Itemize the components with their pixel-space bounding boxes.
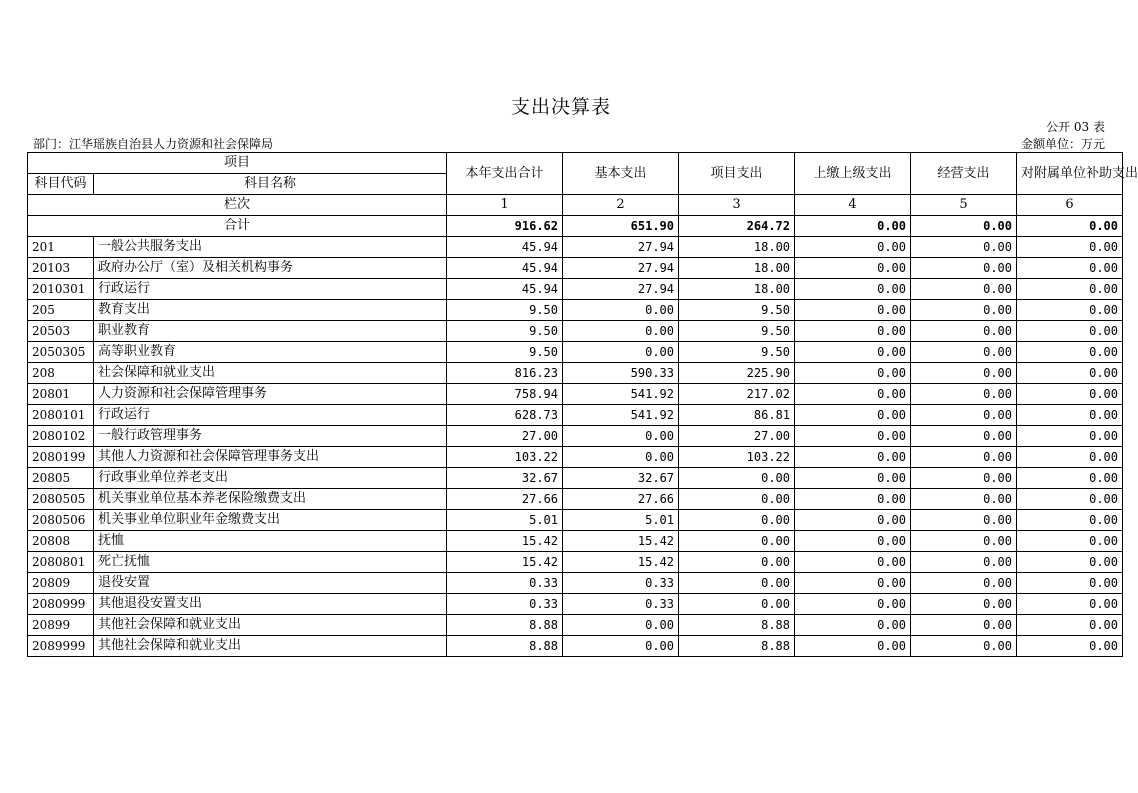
subject-name-cell: 一般公共服务支出 bbox=[94, 237, 447, 258]
amount-cell-subsidy: 0.00 bbox=[1017, 594, 1123, 615]
amount-cell-total: 45.94 bbox=[447, 279, 563, 300]
amount-cell-basic: 0.00 bbox=[563, 636, 679, 657]
amount-cell-basic: 0.00 bbox=[563, 300, 679, 321]
expenditure-table bbox=[27, 152, 1138, 657]
amount-cell-project: 217.02 bbox=[679, 384, 795, 405]
subject-name-cell: 机关事业单位基本养老保险缴费支出 bbox=[94, 489, 447, 510]
table-row bbox=[28, 279, 1123, 300]
amount-cell-total: 758.94 bbox=[447, 384, 563, 405]
amount-cell-total: 9.50 bbox=[447, 321, 563, 342]
amount-cell-upper: 0.00 bbox=[795, 237, 911, 258]
amount-cell-business: 0.00 bbox=[911, 552, 1017, 573]
amount-cell-total: 628.73 bbox=[447, 405, 563, 426]
index-cell: 4 bbox=[795, 195, 911, 216]
business-expenditure-header: 经营支出 bbox=[911, 153, 1017, 195]
table-row bbox=[28, 426, 1123, 447]
amount-cell-total: 32.67 bbox=[447, 468, 563, 489]
amount-cell-total: 103.22 bbox=[447, 447, 563, 468]
subject-name-cell: 人力资源和社会保障管理事务 bbox=[94, 384, 447, 405]
table-row bbox=[28, 300, 1123, 321]
amount-cell-project: 0.00 bbox=[679, 510, 795, 531]
amount-cell-project: 0.00 bbox=[679, 573, 795, 594]
table-row bbox=[28, 258, 1123, 279]
amount-cell-total: 45.94 bbox=[447, 258, 563, 279]
table-row bbox=[28, 447, 1123, 468]
amount-cell-project: 18.00 bbox=[679, 258, 795, 279]
amount-cell-upper: 0.00 bbox=[795, 573, 911, 594]
amount-cell-total: 5.01 bbox=[447, 510, 563, 531]
amount-cell-basic: 5.01 bbox=[563, 510, 679, 531]
amount-cell-upper: 0.00 bbox=[795, 321, 911, 342]
amount-cell-basic: 541.92 bbox=[563, 384, 679, 405]
total-row bbox=[28, 216, 1123, 237]
amount-cell-total: 45.94 bbox=[447, 237, 563, 258]
table-row bbox=[28, 489, 1123, 510]
amount-cell-business: 0.00 bbox=[911, 447, 1017, 468]
amount-cell-basic: 27.94 bbox=[563, 237, 679, 258]
amount-cell-project: 103.22 bbox=[679, 447, 795, 468]
table-row bbox=[28, 573, 1123, 594]
total-expenditure-header: 本年支出合计 bbox=[447, 153, 563, 195]
amount-unit-label: 金额单位：万元 bbox=[1020, 137, 1105, 151]
subject-code-cell: 2050305 bbox=[28, 342, 94, 363]
form-code: 公开 03 表 bbox=[1046, 120, 1105, 134]
amount-cell-project: 0.00 bbox=[679, 552, 795, 573]
amount-cell-project: 225.90 bbox=[679, 363, 795, 384]
amount-cell-basic: 0.00 bbox=[563, 342, 679, 363]
subject-name-header: 科目名称 bbox=[94, 174, 447, 195]
subject-name-cell: 行政运行 bbox=[94, 279, 447, 300]
index-cell: 1 bbox=[447, 195, 563, 216]
subject-code-cell: 20805 bbox=[28, 468, 94, 489]
subject-code-cell: 20899 bbox=[28, 615, 94, 636]
subject-name-cell: 死亡抚恤 bbox=[94, 552, 447, 573]
amount-cell-total: 27.00 bbox=[447, 426, 563, 447]
subject-code-header: 科目代码 bbox=[28, 174, 94, 195]
amount-cell-business: 0.00 bbox=[911, 237, 1017, 258]
amount-cell-upper: 0.00 bbox=[795, 426, 911, 447]
index-cell: 6 bbox=[1017, 195, 1123, 216]
amount-cell-total: 8.88 bbox=[447, 615, 563, 636]
total-cell: 0.00 bbox=[1017, 216, 1123, 237]
table-row bbox=[28, 531, 1123, 552]
amount-cell-project: 18.00 bbox=[679, 237, 795, 258]
subject-name-cell: 其他社会保障和就业支出 bbox=[94, 636, 447, 657]
subject-name-cell: 行政运行 bbox=[94, 405, 447, 426]
total-cell: 264.72 bbox=[679, 216, 795, 237]
amount-cell-business: 0.00 bbox=[911, 594, 1017, 615]
amount-cell-upper: 0.00 bbox=[795, 531, 911, 552]
subject-code-cell: 208 bbox=[28, 363, 94, 384]
amount-cell-basic: 541.92 bbox=[563, 405, 679, 426]
amount-cell-business: 0.00 bbox=[911, 489, 1017, 510]
amount-cell-subsidy: 0.00 bbox=[1017, 531, 1123, 552]
project-expenditure-header: 项目支出 bbox=[679, 153, 795, 195]
amount-cell-basic: 32.67 bbox=[563, 468, 679, 489]
amount-cell-subsidy: 0.00 bbox=[1017, 279, 1123, 300]
table-row bbox=[28, 636, 1123, 657]
amount-cell-upper: 0.00 bbox=[795, 384, 911, 405]
table-row bbox=[28, 510, 1123, 531]
amount-cell-business: 0.00 bbox=[911, 405, 1017, 426]
subject-name-cell: 高等职业教育 bbox=[94, 342, 447, 363]
amount-cell-upper: 0.00 bbox=[795, 489, 911, 510]
amount-cell-upper: 0.00 bbox=[795, 279, 911, 300]
amount-cell-basic: 27.94 bbox=[563, 279, 679, 300]
total-label: 合计 bbox=[28, 216, 447, 237]
subject-code-cell: 20809 bbox=[28, 573, 94, 594]
subsidy-header: 对附属单位补助支出 bbox=[1017, 153, 1123, 195]
total-cell: 651.90 bbox=[563, 216, 679, 237]
amount-cell-project: 9.50 bbox=[679, 300, 795, 321]
subject-code-cell: 201 bbox=[28, 237, 94, 258]
amount-cell-basic: 0.00 bbox=[563, 447, 679, 468]
subject-code-cell: 20801 bbox=[28, 384, 94, 405]
amount-cell-subsidy: 0.00 bbox=[1017, 489, 1123, 510]
table-row bbox=[28, 363, 1123, 384]
amount-cell-upper: 0.00 bbox=[795, 510, 911, 531]
index-cell: 2 bbox=[563, 195, 679, 216]
amount-cell-basic: 590.33 bbox=[563, 363, 679, 384]
amount-cell-project: 0.00 bbox=[679, 594, 795, 615]
subject-code-cell: 2080199 bbox=[28, 447, 94, 468]
amount-cell-project: 0.00 bbox=[679, 531, 795, 552]
table-row bbox=[28, 405, 1123, 426]
amount-cell-total: 8.88 bbox=[447, 636, 563, 657]
subject-name-cell: 政府办公厅（室）及相关机构事务 bbox=[94, 258, 447, 279]
amount-cell-subsidy: 0.00 bbox=[1017, 237, 1123, 258]
subject-name-cell: 一般行政管理事务 bbox=[94, 426, 447, 447]
amount-cell-basic: 0.00 bbox=[563, 615, 679, 636]
index-label: 栏次 bbox=[28, 195, 447, 216]
amount-cell-total: 816.23 bbox=[447, 363, 563, 384]
item-group-header: 项目 bbox=[28, 153, 447, 174]
amount-cell-basic: 27.94 bbox=[563, 258, 679, 279]
amount-cell-business: 0.00 bbox=[911, 426, 1017, 447]
amount-cell-basic: 0.33 bbox=[563, 594, 679, 615]
amount-cell-subsidy: 0.00 bbox=[1017, 321, 1123, 342]
amount-cell-project: 8.88 bbox=[679, 636, 795, 657]
amount-cell-business: 0.00 bbox=[911, 279, 1017, 300]
amount-cell-upper: 0.00 bbox=[795, 594, 911, 615]
subject-name-cell: 职业教育 bbox=[94, 321, 447, 342]
amount-cell-total: 15.42 bbox=[447, 531, 563, 552]
subject-code-cell: 2080101 bbox=[28, 405, 94, 426]
total-cell: 0.00 bbox=[795, 216, 911, 237]
amount-cell-project: 9.50 bbox=[679, 342, 795, 363]
amount-cell-total: 0.33 bbox=[447, 573, 563, 594]
amount-cell-subsidy: 0.00 bbox=[1017, 573, 1123, 594]
amount-cell-subsidy: 0.00 bbox=[1017, 615, 1123, 636]
amount-cell-total: 15.42 bbox=[447, 552, 563, 573]
table-row bbox=[28, 594, 1123, 615]
amount-cell-subsidy: 0.00 bbox=[1017, 300, 1123, 321]
amount-cell-subsidy: 0.00 bbox=[1017, 552, 1123, 573]
amount-cell-business: 0.00 bbox=[911, 468, 1017, 489]
total-cell: 916.62 bbox=[447, 216, 563, 237]
amount-cell-project: 27.00 bbox=[679, 426, 795, 447]
amount-cell-total: 27.66 bbox=[447, 489, 563, 510]
amount-cell-basic: 15.42 bbox=[563, 531, 679, 552]
index-row bbox=[28, 195, 1123, 216]
amount-cell-business: 0.00 bbox=[911, 510, 1017, 531]
amount-cell-project: 0.00 bbox=[679, 489, 795, 510]
amount-cell-total: 0.33 bbox=[447, 594, 563, 615]
amount-cell-project: 18.00 bbox=[679, 279, 795, 300]
table-row bbox=[28, 468, 1123, 489]
amount-cell-upper: 0.00 bbox=[795, 342, 911, 363]
subject-code-cell: 2089999 bbox=[28, 636, 94, 657]
amount-cell-subsidy: 0.00 bbox=[1017, 405, 1123, 426]
amount-cell-upper: 0.00 bbox=[795, 405, 911, 426]
amount-cell-business: 0.00 bbox=[911, 300, 1017, 321]
table-row bbox=[28, 615, 1123, 636]
amount-cell-subsidy: 0.00 bbox=[1017, 342, 1123, 363]
subject-code-cell: 205 bbox=[28, 300, 94, 321]
amount-cell-upper: 0.00 bbox=[795, 363, 911, 384]
subject-name-cell: 机关事业单位职业年金缴费支出 bbox=[94, 510, 447, 531]
amount-cell-business: 0.00 bbox=[911, 636, 1017, 657]
amount-cell-upper: 0.00 bbox=[795, 552, 911, 573]
subject-code-cell: 2080801 bbox=[28, 552, 94, 573]
amount-cell-business: 0.00 bbox=[911, 258, 1017, 279]
amount-cell-subsidy: 0.00 bbox=[1017, 510, 1123, 531]
table-row bbox=[28, 552, 1123, 573]
basic-expenditure-header: 基本支出 bbox=[563, 153, 679, 195]
amount-cell-basic: 0.00 bbox=[563, 321, 679, 342]
subject-name-cell: 抚恤 bbox=[94, 531, 447, 552]
amount-cell-subsidy: 0.00 bbox=[1017, 258, 1123, 279]
amount-cell-subsidy: 0.00 bbox=[1017, 447, 1123, 468]
page-title: 支出决算表 bbox=[510, 96, 611, 118]
amount-cell-subsidy: 0.00 bbox=[1017, 426, 1123, 447]
amount-cell-upper: 0.00 bbox=[795, 468, 911, 489]
upper-remittance-header: 上缴上级支出 bbox=[795, 153, 911, 195]
amount-cell-total: 9.50 bbox=[447, 342, 563, 363]
amount-cell-total: 9.50 bbox=[447, 300, 563, 321]
amount-cell-upper: 0.00 bbox=[795, 615, 911, 636]
subject-code-cell: 2080102 bbox=[28, 426, 94, 447]
table-row bbox=[28, 384, 1123, 405]
table-row bbox=[28, 342, 1123, 363]
amount-cell-upper: 0.00 bbox=[795, 300, 911, 321]
subject-name-cell: 教育支出 bbox=[94, 300, 447, 321]
amount-cell-upper: 0.00 bbox=[795, 258, 911, 279]
subject-name-cell: 其他退役安置支出 bbox=[94, 594, 447, 615]
amount-cell-business: 0.00 bbox=[911, 342, 1017, 363]
department-label: 部门：江华瑶族自治县人力资源和社会保障局 bbox=[33, 137, 274, 151]
subject-code-cell: 20503 bbox=[28, 321, 94, 342]
amount-cell-subsidy: 0.00 bbox=[1017, 636, 1123, 657]
subject-code-cell: 2080506 bbox=[28, 510, 94, 531]
amount-cell-business: 0.00 bbox=[911, 321, 1017, 342]
subject-name-cell: 退役安置 bbox=[94, 573, 447, 594]
table-row bbox=[28, 321, 1123, 342]
amount-cell-business: 0.00 bbox=[911, 531, 1017, 552]
amount-cell-project: 86.81 bbox=[679, 405, 795, 426]
total-cell: 0.00 bbox=[911, 216, 1017, 237]
subject-name-cell: 行政事业单位养老支出 bbox=[94, 468, 447, 489]
amount-cell-subsidy: 0.00 bbox=[1017, 384, 1123, 405]
amount-cell-basic: 27.66 bbox=[563, 489, 679, 510]
subject-code-cell: 2080505 bbox=[28, 489, 94, 510]
subject-name-cell: 社会保障和就业支出 bbox=[94, 363, 447, 384]
amount-cell-basic: 15.42 bbox=[563, 552, 679, 573]
amount-cell-project: 0.00 bbox=[679, 468, 795, 489]
amount-cell-project: 8.88 bbox=[679, 615, 795, 636]
amount-cell-business: 0.00 bbox=[911, 363, 1017, 384]
amount-cell-business: 0.00 bbox=[911, 615, 1017, 636]
subject-code-cell: 2010301 bbox=[28, 279, 94, 300]
amount-cell-basic: 0.33 bbox=[563, 573, 679, 594]
subject-name-cell: 其他社会保障和就业支出 bbox=[94, 615, 447, 636]
amount-cell-subsidy: 0.00 bbox=[1017, 363, 1123, 384]
amount-cell-business: 0.00 bbox=[911, 384, 1017, 405]
index-cell: 5 bbox=[911, 195, 1017, 216]
subject-code-cell: 2080999 bbox=[28, 594, 94, 615]
amount-cell-business: 0.00 bbox=[911, 573, 1017, 594]
subject-name-cell: 其他人力资源和社会保障管理事务支出 bbox=[94, 447, 447, 468]
amount-cell-project: 9.50 bbox=[679, 321, 795, 342]
amount-cell-subsidy: 0.00 bbox=[1017, 468, 1123, 489]
amount-cell-basic: 0.00 bbox=[563, 426, 679, 447]
amount-cell-upper: 0.00 bbox=[795, 447, 911, 468]
table-row bbox=[28, 237, 1123, 258]
amount-cell-upper: 0.00 bbox=[795, 636, 911, 657]
subject-code-cell: 20808 bbox=[28, 531, 94, 552]
index-cell: 3 bbox=[679, 195, 795, 216]
subject-code-cell: 20103 bbox=[28, 258, 94, 279]
